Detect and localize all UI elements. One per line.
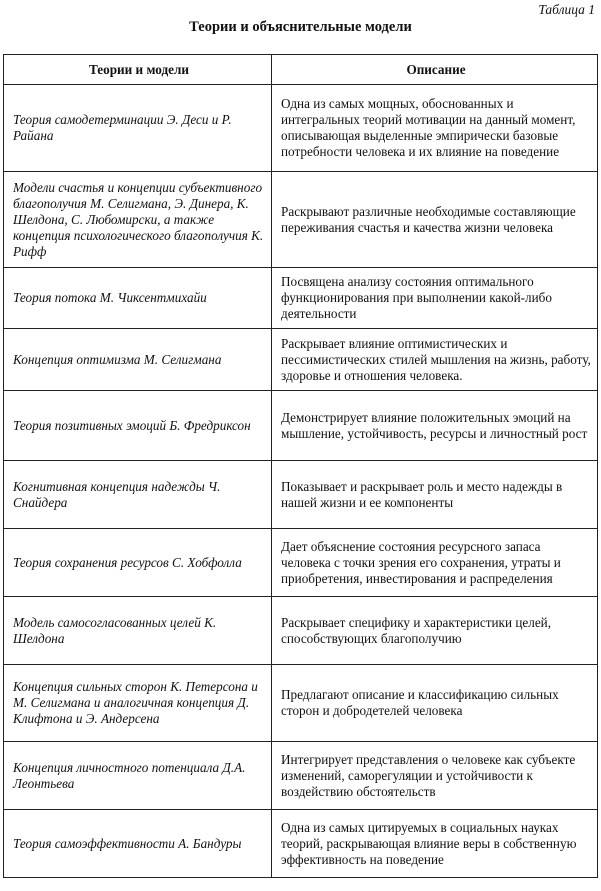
table-row: [4, 391, 598, 461]
description-cell: Предлагают описание и классификацию сильных сторон и добродетелей человека: [272, 665, 598, 742]
table-row: [4, 597, 598, 665]
theory-cell: Теория самодетерминации Э. Деси и Р. Райана: [4, 85, 272, 172]
theory-cell: Теория потока М. Чиксентмихайи: [4, 268, 272, 329]
theory-cell: Теория позитивных эмоций Б. Фредриксон: [4, 391, 272, 461]
table-row: [4, 85, 598, 172]
theory-cell: Концепция сильных сторон К. Петерсона и М. Селигмана и аналогичная концепция Д. Клифтона и Э. Андерсена: [4, 665, 272, 742]
description-cell: Одна из самых цитируемых в социальных науках теорий, раскрывающая влияние веры в собственную эффективность на поведение: [272, 810, 598, 878]
description-cell: Посвящена анализу состояния оптимального функционирования при выполнении какой-либо деятельности: [272, 268, 598, 329]
theories-table: [3, 54, 598, 878]
description-cell: Дает объяснение состояния ресурсного запаса человека с точки зрения его сохранения, утраты и приобретения, инвестирования и распределения: [272, 529, 598, 597]
table-row: [4, 529, 598, 597]
description-cell: Демонстрирует влияние положительных эмоций на мышление, устойчивость, ресурсы и личностный рост: [272, 391, 598, 461]
theory-cell: Концепция личностного потенциала Д.А. Леонтьева: [4, 742, 272, 810]
table-label: Таблица 1: [538, 2, 595, 17]
table-row: [4, 329, 598, 391]
table-row: [4, 172, 598, 268]
theory-cell: Модель самосогласованных целей К. Шелдона: [4, 597, 272, 665]
description-cell: Раскрывает влияние оптимистических и пессимистических стилей мышления на жизнь, работу, здоровье и отношения человека.: [272, 329, 598, 391]
description-cell: Показывает и раскрывает роль и место надежды в нашей жизни и ее компоненты: [272, 461, 598, 529]
description-cell: Раскрывает специфику и характеристики целей, способствующих благополучию: [272, 597, 598, 665]
theory-cell: Теория сохранения ресурсов С. Хобфолла: [4, 529, 272, 597]
table-row: [4, 810, 598, 878]
table-row: [4, 268, 598, 329]
table-row: [4, 461, 598, 529]
theory-cell: Когнитивная концепция надежды Ч. Снайдера: [4, 461, 272, 529]
theory-cell: Теория самоэффективности А. Бандуры: [4, 810, 272, 878]
theory-cell: Концепция оптимизма М. Селигмана: [4, 329, 272, 391]
column-header-description: Описание: [272, 55, 598, 85]
column-header-theories: Теории и модели: [4, 55, 272, 85]
table-title: Теории и объяснительные модели: [189, 19, 412, 35]
table-row: [4, 742, 598, 810]
table-row: [4, 665, 598, 742]
description-cell: Раскрывают различные необходимые составляющие переживания счастья и качества жизни человека: [272, 172, 598, 268]
description-cell: Одна из самых мощных, обоснованных и интегральных теорий мотивации на данный момент, описывающая выделенные эмпирически базовые потребности человека и их влияние на поведение: [272, 85, 598, 172]
header-row: [4, 55, 598, 85]
description-cell: Интегрирует представления о человеке как субъекте изменений, саморегуляции и устойчивости к воздействию обстоятельств: [272, 742, 598, 810]
theory-cell: Модели счастья и концепции субъективного благополучия М. Селигмана, Э. Динера, К. Шелдона, С. Любомирски, а также концепция психологического благополучия К. Рифф: [4, 172, 272, 268]
